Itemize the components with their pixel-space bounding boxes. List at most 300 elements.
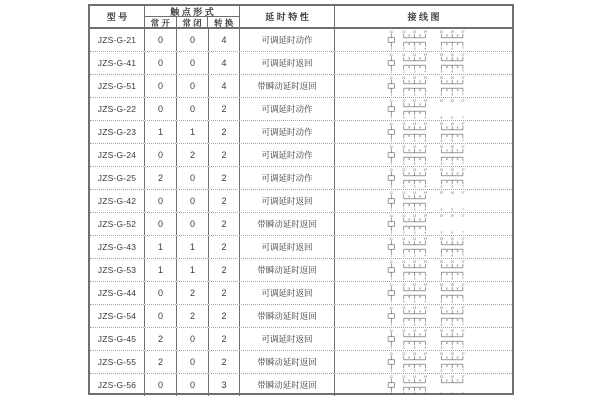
svg-text:6: 6 xyxy=(451,161,454,166)
svg-text:×: × xyxy=(418,378,422,384)
normally-open-count-cell: 0 xyxy=(145,190,177,212)
svg-text:15: 15 xyxy=(439,351,444,356)
svg-text:×: × xyxy=(407,202,411,208)
delay-characteristic-cell: 可调延时返回 xyxy=(240,190,335,212)
wiring-diagram xyxy=(385,167,505,189)
wiring-diagram xyxy=(385,282,505,304)
svg-text:×: × xyxy=(418,248,422,254)
svg-text:5: 5 xyxy=(440,322,443,327)
svg-text:13: 13 xyxy=(412,282,417,287)
svg-text:5: 5 xyxy=(440,253,443,258)
svg-text:17: 17 xyxy=(461,328,465,333)
svg-text:16: 16 xyxy=(450,259,454,264)
svg-text:×: × xyxy=(445,286,448,292)
svg-text:13: 13 xyxy=(412,29,417,34)
svg-text:12: 12 xyxy=(402,328,406,333)
svg-text:3: 3 xyxy=(413,138,416,143)
changeover-count-cell: 2 xyxy=(209,213,240,235)
svg-text:×: × xyxy=(407,41,411,47)
svg-text:5: 5 xyxy=(440,345,443,350)
svg-text:3: 3 xyxy=(413,322,416,327)
svg-text:×: × xyxy=(418,56,422,62)
svg-text:×: × xyxy=(418,294,422,300)
delay-characteristic-cell: 可调延时返回 xyxy=(240,328,335,350)
table-row xyxy=(90,328,512,351)
wiring-diagram xyxy=(385,29,505,51)
svg-text:×: × xyxy=(456,79,459,85)
svg-text:×: × xyxy=(407,56,411,62)
svg-text:×: × xyxy=(407,217,411,223)
svg-text:14: 14 xyxy=(423,52,427,57)
col-header-changeover: 转 换 xyxy=(213,18,234,28)
svg-text:14: 14 xyxy=(423,236,427,241)
changeover-count-cell: 2 xyxy=(209,351,240,373)
normally-open-count-cell: 0 xyxy=(145,75,177,97)
svg-text:×: × xyxy=(418,41,422,47)
svg-text:×: × xyxy=(418,33,422,39)
svg-text:17: 17 xyxy=(461,351,465,356)
wiring-diagram-cell xyxy=(335,52,512,74)
svg-text:16: 16 xyxy=(450,52,454,57)
wiring-diagram-cell xyxy=(335,190,512,212)
svg-text:×: × xyxy=(445,378,448,384)
wiring-diagram xyxy=(385,98,505,120)
svg-text:×: × xyxy=(445,271,448,277)
svg-text:5: 5 xyxy=(440,138,443,143)
svg-text:×: × xyxy=(418,133,422,139)
svg-text:12: 12 xyxy=(402,374,406,379)
svg-text:12: 12 xyxy=(402,213,406,218)
svg-text:3: 3 xyxy=(413,161,416,166)
svg-text:×: × xyxy=(445,294,448,300)
wiring-diagram-cell xyxy=(335,236,512,258)
svg-text:15: 15 xyxy=(439,121,444,126)
svg-text:14: 14 xyxy=(423,98,427,103)
svg-text:×: × xyxy=(418,110,422,116)
svg-text:11: 11 xyxy=(389,259,393,264)
svg-text:×: × xyxy=(418,286,422,292)
wiring-diagram xyxy=(385,328,505,350)
svg-text:×: × xyxy=(407,33,411,39)
normally-closed-count-cell: 2 xyxy=(177,305,209,327)
svg-text:×: × xyxy=(407,363,411,369)
wiring-diagram-cell xyxy=(335,98,512,120)
svg-text:×: × xyxy=(456,171,459,177)
svg-text:×: × xyxy=(445,263,448,269)
changeover-count-cell: 2 xyxy=(209,98,240,120)
svg-text:13: 13 xyxy=(412,121,417,126)
col-header-wiring: 接 线 图 xyxy=(407,12,440,22)
svg-text:12: 12 xyxy=(402,144,406,149)
svg-text:17: 17 xyxy=(461,236,465,241)
svg-text:1: 1 xyxy=(390,207,393,212)
delay-characteristic-cell: 可调延时动作 xyxy=(240,121,335,143)
svg-text:3: 3 xyxy=(413,92,416,97)
col-header-normally-open: 常 开 xyxy=(145,17,177,29)
svg-text:15: 15 xyxy=(439,29,444,34)
normally-open-count-cell: 0 xyxy=(145,98,177,120)
normally-open-count-cell: 0 xyxy=(145,282,177,304)
changeover-count-cell: 4 xyxy=(209,29,240,51)
svg-text:×: × xyxy=(456,309,459,315)
svg-text:5: 5 xyxy=(440,391,443,396)
svg-text:×: × xyxy=(456,271,459,277)
model-cell: JZS-G-54 xyxy=(90,305,145,327)
svg-text:×: × xyxy=(407,386,411,392)
svg-text:7: 7 xyxy=(462,46,464,51)
svg-text:13: 13 xyxy=(412,236,417,241)
svg-text:3: 3 xyxy=(413,276,416,281)
svg-text:13: 13 xyxy=(412,213,417,218)
svg-text:14: 14 xyxy=(423,259,427,264)
svg-text:×: × xyxy=(407,294,411,300)
wiring-diagram xyxy=(385,190,505,212)
svg-text:5: 5 xyxy=(440,299,443,304)
normally-open-count-cell: 0 xyxy=(145,305,177,327)
svg-text:13: 13 xyxy=(412,75,417,80)
svg-text:15: 15 xyxy=(439,328,444,333)
svg-text:17: 17 xyxy=(461,190,465,195)
svg-text:5: 5 xyxy=(440,184,443,189)
svg-text:×: × xyxy=(418,240,422,246)
svg-text:13: 13 xyxy=(412,167,417,172)
svg-text:7: 7 xyxy=(462,345,464,350)
changeover-count-cell: 4 xyxy=(209,75,240,97)
normally-open-count-cell: 0 xyxy=(145,52,177,74)
svg-text:5: 5 xyxy=(440,46,443,51)
changeover-count-cell: 2 xyxy=(209,144,240,166)
svg-text:13: 13 xyxy=(412,259,417,264)
svg-text:×: × xyxy=(407,179,411,185)
normally-closed-count-cell: 0 xyxy=(177,328,209,350)
normally-open-count-cell: 1 xyxy=(145,259,177,281)
svg-text:4: 4 xyxy=(424,184,427,189)
svg-text:×: × xyxy=(407,110,411,116)
table-row xyxy=(90,305,512,328)
wiring-diagram-cell xyxy=(335,328,512,350)
model-cell: JZS-G-23 xyxy=(90,121,145,143)
svg-text:4: 4 xyxy=(424,230,427,235)
wiring-diagram xyxy=(385,121,505,143)
svg-text:×: × xyxy=(407,148,411,154)
svg-text:11: 11 xyxy=(389,351,393,356)
svg-text:16: 16 xyxy=(450,328,454,333)
svg-text:6: 6 xyxy=(451,46,454,51)
svg-text:16: 16 xyxy=(450,190,454,195)
wiring-diagram xyxy=(385,374,505,396)
wiring-diagram xyxy=(385,213,505,235)
svg-text:×: × xyxy=(456,41,459,47)
normally-closed-count-cell: 2 xyxy=(177,282,209,304)
svg-text:11: 11 xyxy=(389,144,393,149)
svg-text:×: × xyxy=(445,87,448,93)
svg-text:×: × xyxy=(418,102,422,108)
wiring-diagram-cell xyxy=(335,121,512,143)
col-header-normally-closed: 常 闭 xyxy=(177,17,209,29)
svg-text:14: 14 xyxy=(423,29,427,34)
svg-text:14: 14 xyxy=(423,305,427,310)
normally-closed-count-cell: 0 xyxy=(177,75,209,97)
svg-text:×: × xyxy=(456,294,459,300)
svg-text:1: 1 xyxy=(390,322,393,327)
svg-text:×: × xyxy=(418,309,422,315)
wiring-diagram xyxy=(385,144,505,166)
svg-text:17: 17 xyxy=(461,259,465,264)
svg-text:1: 1 xyxy=(390,253,393,258)
svg-text:2: 2 xyxy=(402,253,405,258)
wiring-diagram-cell xyxy=(335,75,512,97)
svg-text:6: 6 xyxy=(451,322,454,327)
svg-text:11: 11 xyxy=(389,236,393,241)
svg-text:11: 11 xyxy=(389,374,393,379)
normally-closed-count-cell: 1 xyxy=(177,121,209,143)
col-header-model: 型 号 xyxy=(90,6,145,27)
svg-text:2: 2 xyxy=(402,345,405,350)
svg-text:×: × xyxy=(407,87,411,93)
svg-text:6: 6 xyxy=(451,391,454,396)
svg-text:11: 11 xyxy=(389,305,393,310)
svg-text:×: × xyxy=(418,156,422,162)
table-row xyxy=(90,167,512,190)
changeover-count-cell: 2 xyxy=(209,236,240,258)
svg-text:14: 14 xyxy=(423,328,427,333)
svg-text:6: 6 xyxy=(451,138,454,143)
svg-text:6: 6 xyxy=(451,69,454,74)
svg-text:7: 7 xyxy=(462,253,464,258)
svg-text:×: × xyxy=(407,171,411,177)
svg-text:12: 12 xyxy=(402,98,406,103)
model-cell: JZS-G-22 xyxy=(90,98,145,120)
svg-text:14: 14 xyxy=(423,167,427,172)
svg-text:13: 13 xyxy=(412,305,417,310)
svg-text:16: 16 xyxy=(450,121,454,126)
svg-text:3: 3 xyxy=(413,368,416,373)
normally-closed-count-cell: 0 xyxy=(177,213,209,235)
delay-characteristic-cell: 带瞬动延时返回 xyxy=(240,213,335,235)
svg-text:12: 12 xyxy=(402,167,406,172)
svg-text:13: 13 xyxy=(412,351,417,356)
table-row xyxy=(90,98,512,121)
delay-characteristic-cell: 可调延时动作 xyxy=(240,29,335,51)
normally-closed-count-cell: 1 xyxy=(177,236,209,258)
svg-text:×: × xyxy=(456,355,459,361)
svg-text:7: 7 xyxy=(462,115,464,120)
wiring-diagram xyxy=(385,259,505,281)
svg-text:×: × xyxy=(456,286,459,292)
model-cell: JZS-G-24 xyxy=(90,144,145,166)
svg-text:7: 7 xyxy=(462,230,464,235)
col-header-delay: 延 时 特 性 xyxy=(240,6,335,27)
svg-text:6: 6 xyxy=(451,207,454,212)
svg-text:16: 16 xyxy=(450,98,454,103)
svg-text:×: × xyxy=(456,179,459,185)
svg-text:×: × xyxy=(407,317,411,323)
normally-open-count-cell: 2 xyxy=(145,328,177,350)
svg-text:×: × xyxy=(456,240,459,246)
normally-closed-count-cell: 0 xyxy=(177,52,209,74)
model-cell: JZS-G-43 xyxy=(90,236,145,258)
svg-text:6: 6 xyxy=(451,276,454,281)
model-cell: JZS-G-25 xyxy=(90,167,145,189)
wiring-diagram xyxy=(385,305,505,327)
table-row xyxy=(90,52,512,75)
svg-text:2: 2 xyxy=(402,161,405,166)
svg-text:16: 16 xyxy=(450,167,454,172)
svg-text:×: × xyxy=(407,340,411,346)
svg-text:×: × xyxy=(407,156,411,162)
delay-characteristic-cell: 可调延时动作 xyxy=(240,167,335,189)
svg-text:4: 4 xyxy=(424,92,427,97)
table-row xyxy=(90,259,512,282)
svg-text:×: × xyxy=(445,363,448,369)
svg-text:13: 13 xyxy=(412,328,417,333)
svg-text:2: 2 xyxy=(402,368,405,373)
svg-text:6: 6 xyxy=(451,345,454,350)
changeover-count-cell: 2 xyxy=(209,190,240,212)
svg-text:12: 12 xyxy=(402,236,406,241)
wiring-diagram xyxy=(385,52,505,74)
table-row xyxy=(90,29,512,52)
svg-text:15: 15 xyxy=(439,305,444,310)
svg-text:×: × xyxy=(456,263,459,269)
model-cell: JZS-G-45 xyxy=(90,328,145,350)
svg-text:4: 4 xyxy=(424,345,427,350)
table-row xyxy=(90,351,512,374)
svg-text:6: 6 xyxy=(451,299,454,304)
svg-text:3: 3 xyxy=(413,207,416,212)
svg-text:1: 1 xyxy=(390,345,393,350)
svg-text:13: 13 xyxy=(412,374,417,379)
svg-text:17: 17 xyxy=(461,282,465,287)
model-cell: JZS-G-41 xyxy=(90,52,145,74)
model-cell: JZS-G-42 xyxy=(90,190,145,212)
svg-text:6: 6 xyxy=(451,253,454,258)
normally-closed-count-cell: 0 xyxy=(177,167,209,189)
svg-text:×: × xyxy=(445,64,448,70)
svg-text:12: 12 xyxy=(402,52,406,57)
svg-text:×: × xyxy=(418,340,422,346)
svg-text:×: × xyxy=(407,355,411,361)
svg-text:2: 2 xyxy=(402,46,405,51)
svg-text:11: 11 xyxy=(389,282,393,287)
normally-open-count-cell: 0 xyxy=(145,374,177,396)
svg-text:5: 5 xyxy=(440,69,443,74)
delay-characteristic-cell: 带瞬动延时返回 xyxy=(240,75,335,97)
svg-text:2: 2 xyxy=(402,69,405,74)
svg-text:×: × xyxy=(418,386,422,392)
wiring-diagram-cell xyxy=(335,351,512,373)
svg-text:1: 1 xyxy=(390,391,393,396)
col-header-contact-form: 触 点 形 式 xyxy=(145,6,239,17)
svg-text:×: × xyxy=(407,271,411,277)
delay-characteristic-cell: 带瞬动延时返回 xyxy=(240,259,335,281)
svg-text:14: 14 xyxy=(423,144,427,149)
svg-text:×: × xyxy=(456,332,459,338)
svg-text:×: × xyxy=(445,125,448,131)
svg-text:×: × xyxy=(456,125,459,131)
svg-text:×: × xyxy=(407,378,411,384)
svg-text:17: 17 xyxy=(461,121,465,126)
svg-text:×: × xyxy=(407,79,411,85)
svg-text:17: 17 xyxy=(461,52,465,57)
svg-text:16: 16 xyxy=(450,374,454,379)
normally-open-count-cell: 0 xyxy=(145,29,177,51)
svg-text:×: × xyxy=(407,225,411,231)
svg-text:16: 16 xyxy=(450,29,454,34)
svg-text:×: × xyxy=(445,248,448,254)
svg-text:×: × xyxy=(445,156,448,162)
table-row xyxy=(90,144,512,167)
svg-text:5: 5 xyxy=(440,92,443,97)
normally-closed-count-cell: 2 xyxy=(177,144,209,166)
svg-text:17: 17 xyxy=(461,167,465,172)
model-cell: JZS-G-52 xyxy=(90,213,145,235)
svg-text:1: 1 xyxy=(390,69,393,74)
svg-text:15: 15 xyxy=(439,259,444,264)
svg-text:5: 5 xyxy=(440,161,443,166)
svg-text:14: 14 xyxy=(423,213,427,218)
svg-text:3: 3 xyxy=(413,69,416,74)
spec-table xyxy=(88,4,514,395)
svg-text:16: 16 xyxy=(450,282,454,287)
model-cell: JZS-G-51 xyxy=(90,75,145,97)
svg-text:15: 15 xyxy=(439,374,444,379)
svg-text:×: × xyxy=(407,102,411,108)
svg-text:×: × xyxy=(418,171,422,177)
svg-text:4: 4 xyxy=(424,391,427,396)
svg-text:×: × xyxy=(407,332,411,338)
svg-text:×: × xyxy=(445,355,448,361)
svg-text:×: × xyxy=(407,248,411,254)
normally-open-count-cell: 1 xyxy=(145,236,177,258)
svg-text:6: 6 xyxy=(451,230,454,235)
svg-text:1: 1 xyxy=(390,184,393,189)
table-row xyxy=(90,374,512,396)
svg-text:×: × xyxy=(456,363,459,369)
svg-text:15: 15 xyxy=(439,144,444,149)
wiring-diagram-cell xyxy=(335,282,512,304)
model-cell: JZS-G-21 xyxy=(90,29,145,51)
svg-text:15: 15 xyxy=(439,236,444,241)
svg-text:13: 13 xyxy=(412,144,417,149)
svg-text:13: 13 xyxy=(412,52,417,57)
svg-text:2: 2 xyxy=(402,322,405,327)
svg-text:14: 14 xyxy=(423,282,427,287)
svg-text:14: 14 xyxy=(423,190,427,195)
normally-open-count-cell: 1 xyxy=(145,121,177,143)
table-row xyxy=(90,282,512,305)
svg-text:×: × xyxy=(445,309,448,315)
svg-text:4: 4 xyxy=(424,368,427,373)
svg-text:5: 5 xyxy=(440,115,443,120)
changeover-count-cell: 3 xyxy=(209,374,240,396)
svg-text:×: × xyxy=(418,217,422,223)
svg-text:2: 2 xyxy=(402,92,405,97)
svg-text:5: 5 xyxy=(440,207,443,212)
svg-text:15: 15 xyxy=(439,52,444,57)
svg-text:12: 12 xyxy=(402,259,406,264)
col-header-contact-group xyxy=(145,6,240,27)
table-row xyxy=(90,213,512,236)
svg-text:1: 1 xyxy=(390,161,393,166)
svg-text:×: × xyxy=(407,286,411,292)
svg-text:×: × xyxy=(418,202,422,208)
svg-text:×: × xyxy=(456,248,459,254)
svg-text:13: 13 xyxy=(412,190,417,195)
svg-text:13: 13 xyxy=(412,98,417,103)
normally-closed-count-cell: 1 xyxy=(177,259,209,281)
svg-text:2: 2 xyxy=(402,230,405,235)
